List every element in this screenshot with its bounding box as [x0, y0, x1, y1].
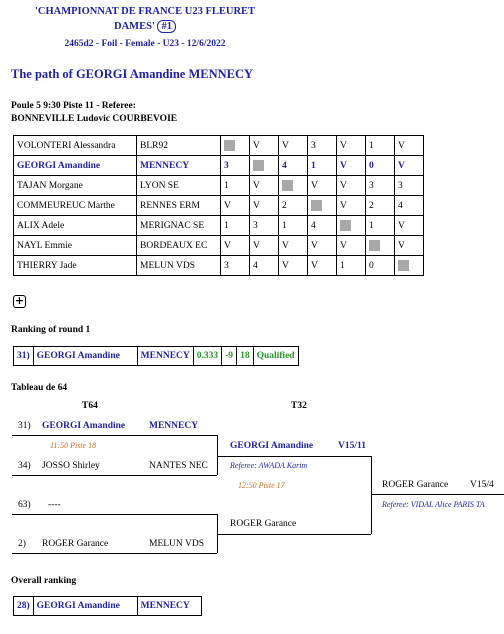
bout-score: 3	[250, 216, 279, 236]
t64-seed: 34)	[18, 461, 31, 471]
gray-square-icon	[253, 160, 264, 171]
gray-square-icon	[340, 220, 351, 231]
bracket-line	[371, 494, 504, 495]
tableau-label: Tableau de 64	[11, 383, 68, 393]
overall-club: MENNECY	[137, 597, 201, 616]
self-cell	[221, 136, 250, 156]
fencer-club: BORDEAUX EC	[137, 236, 221, 256]
poule-row	[14, 136, 424, 156]
poule-row	[14, 176, 424, 196]
gray-square-icon	[224, 140, 235, 151]
bout-score: V	[308, 176, 337, 196]
bout-score: 4	[395, 196, 424, 216]
t64-name[interactable]: JOSSO Shirley	[42, 461, 100, 471]
bout-score: V	[250, 236, 279, 256]
round1-ratio: 0.333	[193, 347, 221, 366]
gray-square-icon	[398, 260, 409, 271]
match-time: 12:50 Piste 17	[238, 481, 285, 490]
t32-name[interactable]: ROGER Garance	[230, 519, 297, 529]
path-title: The path of GEORGI Amandine MENNECY	[11, 67, 254, 81]
t64-seed: 63)	[18, 500, 31, 510]
bout-score: 3	[395, 176, 424, 196]
fencer-name[interactable]: ALIX Adele	[14, 216, 137, 236]
self-cell	[366, 236, 395, 256]
poule-row	[14, 216, 424, 236]
self-cell	[337, 216, 366, 236]
overall-ranking-table	[13, 596, 202, 616]
bracket-line	[371, 456, 372, 534]
bout-score: V	[337, 236, 366, 256]
t64-seed: 2)	[18, 539, 26, 549]
fencer-name[interactable]: NAYL Emmie	[14, 236, 137, 256]
event-title: 'CHAMPIONNAT DE FRANCE U23 FLEURET	[34, 6, 256, 17]
poule-row	[14, 196, 424, 216]
round1-status: Qualified	[253, 347, 298, 366]
event-title-line2	[0, 20, 290, 33]
bout-score: 0	[366, 256, 395, 276]
self-cell	[395, 256, 424, 276]
event-badge[interactable]: #1	[157, 20, 176, 33]
bout-score: 1	[337, 256, 366, 276]
round1-club: MENNECY	[137, 347, 193, 366]
bout-score: V	[250, 136, 279, 156]
bout-score: V	[308, 256, 337, 276]
col-t32: T32	[291, 401, 307, 411]
bout-score: V	[337, 176, 366, 196]
t64-club: NANTES NEC	[149, 461, 208, 471]
round1-diff: -9	[222, 347, 237, 366]
bout-score: 1	[279, 216, 308, 236]
fencer-name[interactable]: VOLONTERI Alessandra	[14, 136, 137, 156]
bout-score: 4	[279, 156, 308, 176]
t64-name[interactable]: ROGER Garance	[42, 539, 109, 549]
fencer-club: MELUN VDS	[137, 256, 221, 276]
bracket-line	[12, 435, 217, 436]
t16-name[interactable]: ROGER Garance	[382, 480, 449, 490]
t64-seed: 31)	[18, 421, 31, 431]
event-details: 2465d2 - Foil - Female - U23 - 12/6/2022	[64, 39, 226, 49]
match-time: 11:50 Piste 18	[50, 441, 97, 450]
bout-score: V	[221, 196, 250, 216]
bout-score: 4	[308, 216, 337, 236]
fencer-name[interactable]: TAJAN Morgane	[14, 176, 137, 196]
bracket-line	[12, 553, 217, 554]
poule-table	[13, 135, 424, 276]
bout-score: 3	[366, 176, 395, 196]
t32-referee: Referee: AWADA Karim	[230, 461, 308, 470]
bout-score: V	[395, 236, 424, 256]
bout-score: V	[337, 196, 366, 216]
bout-score: V	[279, 236, 308, 256]
round1-ranking-label: Ranking of round 1	[11, 325, 91, 335]
poule-row	[14, 256, 424, 276]
bout-score: 3	[221, 256, 250, 276]
bout-score: V	[308, 236, 337, 256]
poule-referee: BONNEVILLE Ludovic COURBEVOIE	[11, 114, 178, 124]
fencer-club: MENNECY	[137, 156, 221, 176]
bout-score: 1	[308, 156, 337, 176]
round1-ranking-table	[13, 346, 299, 366]
poule-row	[14, 156, 424, 176]
round1-name[interactable]: GEORGI Amandine	[33, 347, 137, 366]
bout-score: V	[279, 256, 308, 276]
fencer-name[interactable]: GEORGI Amandine	[14, 156, 137, 176]
bout-score: 1	[221, 176, 250, 196]
bout-score: 2	[366, 196, 395, 216]
bracket-line	[217, 456, 371, 457]
fencer-club: LYON SE	[137, 176, 221, 196]
fencer-name[interactable]: THIERRY Jade	[14, 256, 137, 276]
gray-square-icon	[282, 180, 293, 191]
overall-name[interactable]: GEORGI Amandine	[33, 597, 137, 616]
overall-rank: 28)	[14, 597, 34, 616]
bout-score: V	[250, 196, 279, 216]
round1-rank: 31)	[14, 347, 34, 366]
bout-score: 2	[279, 196, 308, 216]
fencer-club: BLR92	[137, 136, 221, 156]
bout-score: V	[395, 216, 424, 236]
bout-score: V	[395, 136, 424, 156]
fencer-club: MERIGNAC SE	[137, 216, 221, 236]
col-t64: T64	[82, 401, 98, 411]
bout-score: V	[337, 156, 366, 176]
bracket-line	[12, 475, 217, 476]
poule-row	[14, 236, 424, 256]
bout-score: 4	[250, 256, 279, 276]
plus-icon[interactable]: +	[14, 294, 25, 307]
t64-name: ----	[48, 500, 61, 510]
t64-club: MELUN VDS	[149, 539, 204, 549]
bout-score: 1	[366, 216, 395, 236]
bracket-line	[217, 534, 371, 535]
self-cell	[308, 196, 337, 216]
round1-touches: 18	[237, 347, 254, 366]
t16-score: V15/4	[470, 480, 494, 490]
bout-score: V	[250, 176, 279, 196]
poule-info: Poule 5 9:30 Piste 11 - Referee:	[11, 101, 136, 111]
bout-score: 3	[308, 136, 337, 156]
overall-ranking-label: Overall ranking	[11, 576, 77, 586]
bout-score: V	[279, 136, 308, 156]
bout-score: V	[395, 156, 424, 176]
t32-score: V15/11	[338, 441, 366, 451]
t64-name[interactable]: GEORGI Amandine	[42, 421, 126, 431]
self-cell	[250, 156, 279, 176]
bracket-line	[217, 435, 218, 475]
event-title-dames: DAMES'	[114, 21, 155, 32]
bout-score: 1	[221, 216, 250, 236]
bout-score: V	[337, 136, 366, 156]
bout-score: V	[221, 236, 250, 256]
fencer-club: RENNES ERM	[137, 196, 221, 216]
bracket-line	[12, 514, 217, 515]
bout-score: 0	[366, 156, 395, 176]
t64-club: MENNECY	[149, 421, 199, 431]
gray-square-icon	[369, 240, 380, 251]
self-cell	[279, 176, 308, 196]
t16-referee: Referee: VIDAL Alice PARIS TA	[382, 500, 485, 509]
t32-name[interactable]: GEORGI Amandine	[230, 441, 314, 451]
fencer-name[interactable]: COMMEUREUC Marthe	[14, 196, 137, 216]
gray-square-icon	[311, 200, 322, 211]
bout-score: 1	[366, 136, 395, 156]
bout-score: 3	[221, 156, 250, 176]
